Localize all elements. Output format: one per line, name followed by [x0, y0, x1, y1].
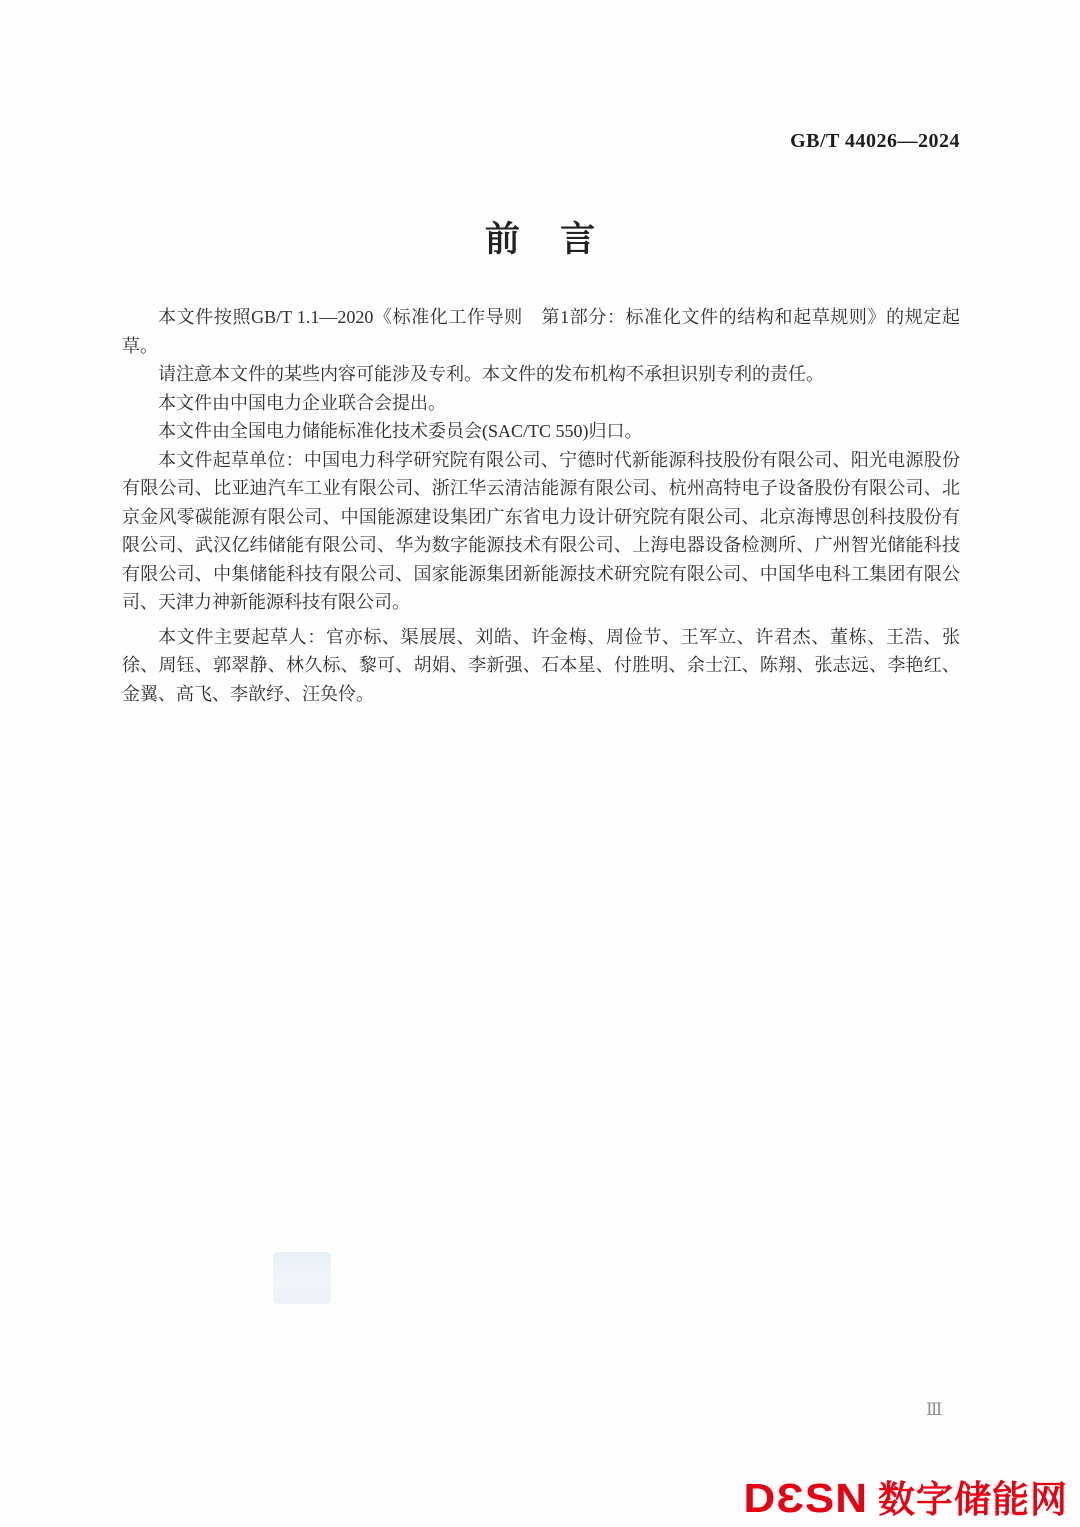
paragraph-centralized-by: 本文件由全国电力储能标准化技术委员会(SAC/TC 550)归口。 [158, 421, 643, 441]
desn-logo [744, 1477, 1069, 1521]
paragraph-drafting-organizations: 本文件起草单位：中国电力科学研究院有限公司、宁德时代新能源科技股份有限公司、阳光电源股份有限公司、比亚迪汽车工业有限公司、浙江华云清洁能源有限公司、杭州高特电子设备股份有限公司、北京金风零碳能源有限公司、中国能源建设集团广东省电力设计研究院有限公司、北京海博思创科技股份有限公司、武汉亿纬储能有限公司、华为数字能源技术有限公司、上海电器设备检测所、广州智光储能科技有限公司、中集储能科技有限公司、国家能源集团新能源技术研究院有限公司、中国华电科工集团有限公司、天津力神新能源科技有限公司。 [122, 449, 960, 612]
standard-number: GB/T 44026—2024 [790, 130, 960, 152]
faint-watermark [273, 1252, 331, 1304]
paragraph-proposer: 本文件由中国电力企业联合会提出。 [158, 392, 446, 413]
desn-site-name: 数字储能网 [878, 1478, 1068, 1520]
page-number: Ⅲ [926, 1400, 943, 1419]
paragraph-drafting-basis: 本文件按照GB/T 1.1—2020《标准化工作导则 第1部分：标准化文件的结构和起草规则》的规定起草。 [122, 307, 960, 356]
page-title: 前言 [484, 220, 636, 259]
desn-logo-text [743, 1476, 869, 1522]
desn-logo-letter: S [804, 1476, 836, 1522]
desn-logo-letter: Ɛ [776, 1476, 805, 1522]
paragraph-main-drafters: 本文件主要起草人：官亦标、渠展展、刘皓、许金梅、周俭节、王军立、许君杰、董栋、王浩、张徐、周钰、郭翠静、林久标、黎可、胡娟、李新强、石本星、付胜明、余士江、陈翔、张志远、李艳红、金翼、高飞、李歆纾、汪奂伶。 [122, 626, 960, 704]
foreword-body [122, 303, 960, 708]
desn-logo-letter: D [743, 1476, 777, 1522]
paragraph-patent-notice: 请注意本文件的某些内容可能涉及专利。本文件的发布机构不承担识别专利的责任。 [158, 364, 824, 384]
desn-logo-letter: N [835, 1476, 868, 1522]
